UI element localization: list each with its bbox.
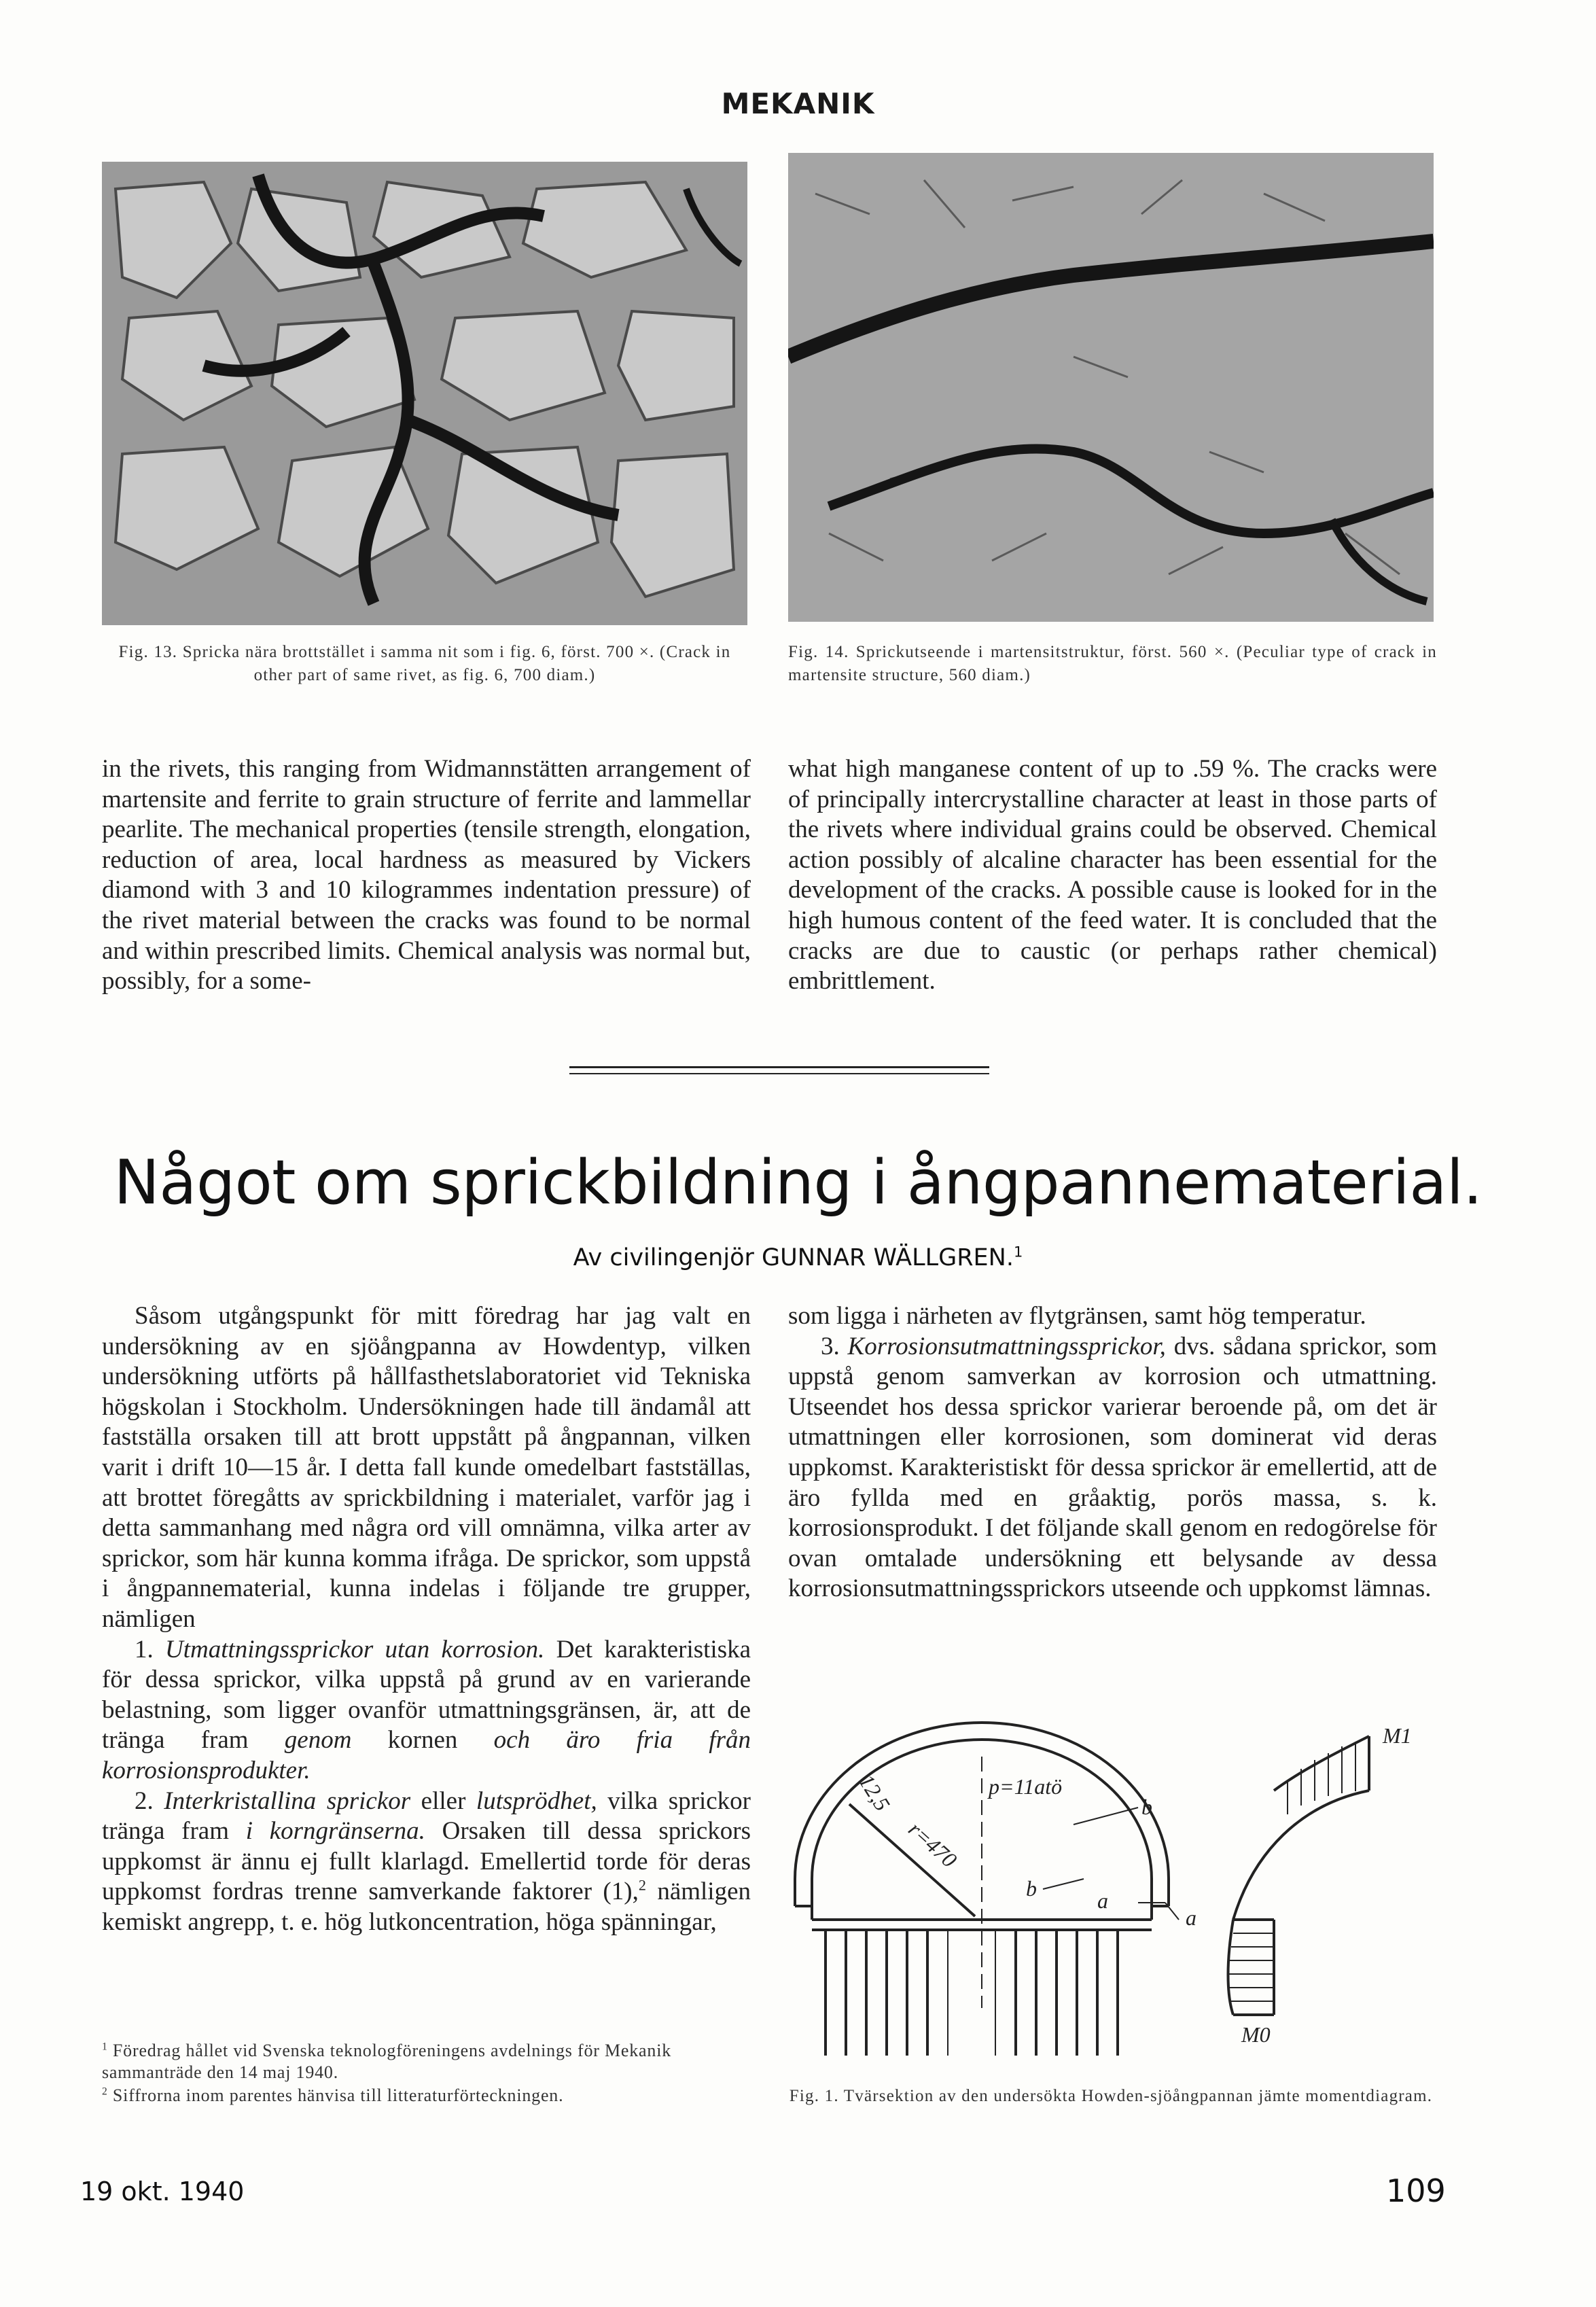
running-head (0, 87, 1596, 120)
footnote-2 (102, 2085, 751, 2107)
intro-paragraph: Såsom utgångspunkt för mitt föredrag har jag valt en undersökning av en sjöångpanna av Howdentyp, vilken undersökning utförts på hållfasthetslaboratoriet vid Tekniska högskolan i Stockholm. Undersökningen hade till ändamål att fastställa orsaken till att brott uppstått på ångpannan, vilken varit i drift 10—15 år. I detta fall kunde omedelbart fastställas, att brottet föregåtts av sprickbildning i materialet, varför jag i detta sammanhang med några ord vill omnämna, vilka arter av sprickor, som här kunna komma ifråga. De sprickor, som uppstå i ångpannematerial, kunna indelas i följande tre grupper, nämligen (102, 1302, 751, 1633)
article-title: Något om sprickbildning i ångpannematerial. (113, 1147, 1483, 1218)
english-summary-col1: in the rivets, this ranging from Widmannstätten arrangement of martensite and ferrite to grain structure of ferrite and lammellar pearlite. The mechanical properties (tensile strength, elongation, reduction of area, local hardness as measured by Vickers diamond with 3 and 10 kilogrammes indentation pressure) of the rivet material between the cracks was found to be normal and within prescribed limits. Chemical analysis was normal but, possibly, for a some- (102, 755, 751, 996)
fig1-m0-label: M0 (1241, 2022, 1271, 2047)
item2-term2: lutsprödhet, (476, 1786, 597, 1815)
item3-term: Korrosionsutmattningssprickor, (847, 1332, 1166, 1360)
fig1-pressure-label: p=11atö (989, 1774, 1063, 1799)
item2-continuation: som ligga i närheten av flytgränsen, samt hög temperatur. (788, 1302, 1366, 1330)
article-column-right (788, 1301, 1437, 1604)
separator-rule (569, 1073, 989, 1074)
item1-em: genom (284, 1726, 352, 1755)
fig1-radius-label: r=470 (904, 1816, 962, 1873)
fig1-b-right-label: b (1141, 1795, 1152, 1819)
item2-term: Interkristallina sprickor (164, 1786, 411, 1815)
item2-text-b: vilka sprickor tränga fram (102, 1786, 751, 1846)
item2-footnote-ref: 2 (638, 1876, 646, 1894)
footnote-2-mark: 2 (102, 2085, 108, 2098)
item1-lead: 1. (135, 1635, 165, 1663)
item2-text-c: Orsaken till dessa sprickors uppkomst är ännu ej fullt klarlagd. Emellertid torde för deras uppkomst fordras trenne samverkande faktorer (1), (102, 1817, 751, 1906)
micrograph-fig14 (788, 153, 1434, 622)
fig1-caption: Fig. 1. Tvärsektion av den undersökta Howden-sjöångpannan jämte momentdiagram. (789, 2087, 1433, 2105)
item3-lead: 3. (821, 1332, 848, 1360)
fig1-b-left-label: b (1026, 1876, 1037, 1901)
item3-text: dvs. sådana sprickor, som uppstå genom samverkan av korrosion och utmattning. Utseendet hos dessa sprickor varierar beroende på, om det är utmattningen eller korrosionen, som dominerat vid deras uppkomst. Karakteristiskt för dessa sprickor är emellertid, att de äro fyllda med en gråaktig, porös massa, s. k. korrosionsprodukt. I det följande skall genom en redogörelse för ovan omtalade undersökning ett belysande av dessa korrosionsutmattningssprickors utseende och uppkomst lämnas. (788, 1332, 1438, 1603)
crack-type-1 (102, 1635, 751, 1786)
footnote-1 (102, 2040, 751, 2083)
fig1-a-left-label: a (1097, 1888, 1108, 1913)
item1-text-a: Det karakteristiska för dessa sprickor, vilka uppstå på grund av en varierande belastning, som ligger ovanför utmattningsgränsen, är, att de tränga fram (102, 1635, 751, 1755)
footnote-1-text: Föredrag hållet vid Svenska teknologföreningens avdelnings för Mekanik sammanträde den 14 maj 1940. (102, 2041, 672, 2082)
fig14-caption: Fig. 14. Sprickutseende i martensitstruktur, först. 560 ×. (Peculiar type of crack in martensite structure, 560 diam.) (788, 643, 1437, 684)
micrograph-fig13 (102, 162, 747, 625)
article-column-left (102, 1301, 751, 1937)
fig1-boiler-drawing (785, 1716, 1437, 2062)
crack-type-3 (788, 1332, 1437, 1604)
footnotes (102, 2040, 751, 2108)
section-title: MEKANIK (721, 87, 875, 120)
fig13-caption: Fig. 13. Spricka nära brottstället i samma nit som i fig. 6, först. 700 ×. (Crack in other part of same rivet, as fig. 6, 700 diam.) (118, 643, 731, 684)
issue-date: 19 okt. 1940 (80, 2177, 245, 2206)
fig1-m1-label: M1 (1383, 1723, 1412, 1748)
item1-term: Utmattningssprickor utan korrosion. (165, 1635, 545, 1663)
crack-type-2 (102, 1786, 751, 1938)
byline-footnote-mark: 1 (1013, 1244, 1023, 1261)
item2-em: i korngränserna. (245, 1817, 425, 1846)
article-byline (0, 1244, 1596, 1271)
item2-lead: 2. (135, 1786, 164, 1815)
page-number: 109 (1386, 2172, 1446, 2209)
byline-text: Av civilingenjör GUNNAR WÄLLGREN. (573, 1244, 1014, 1271)
fig1-thickness-label: 12,5 (854, 1769, 895, 1816)
fig1-a-right-label: a (1186, 1905, 1196, 1930)
english-summary-col2: what high manganese content of up to .59 %. The cracks were of principally intercrystalline character at least in those parts of the rivets where individual grains could be observed. Chemical action possibly of alcaline character has been essential for the development of the cracks. A possible cause is looked for in the high humous content of the feed water. It is concluded that the cracks are due to caustic (or perhaps rather chemical) embrittlement. (788, 755, 1437, 996)
separator-rule (569, 1066, 989, 1068)
footnote-2-text: Siffrorna inom parentes hänvisa till litteraturförteckningen. (112, 2085, 564, 2105)
item1-text-b: kornen (351, 1726, 494, 1755)
item1-em2: och äro fria från korrosionsprodukter. (102, 1726, 751, 1784)
item2-text-d: nämligen kemiskt angrepp, t. e. hög lutkoncentration, höga spänningar, (102, 1878, 751, 1936)
item2-text-a: eller (410, 1786, 476, 1815)
footnote-1-mark: 1 (102, 2041, 108, 2053)
